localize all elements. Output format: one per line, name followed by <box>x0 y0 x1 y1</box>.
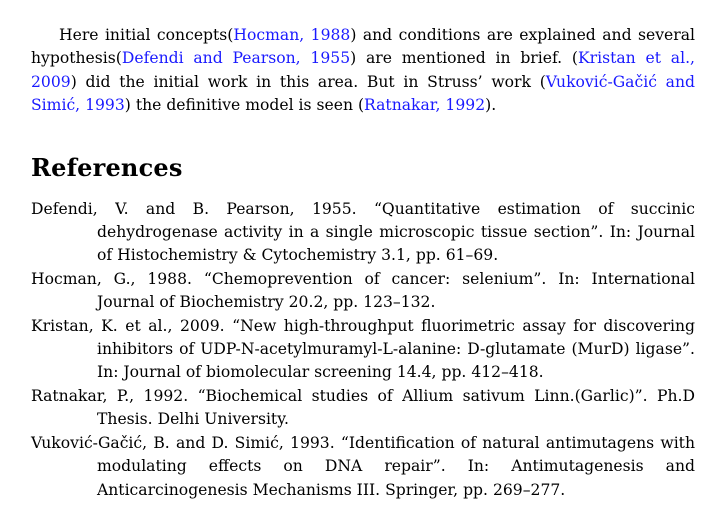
intro-text-1: Here initial concepts( <box>59 26 234 44</box>
citation-vukovic-simic[interactable]: Vuković-Gačić and Simić, 1993 <box>31 72 695 115</box>
reference-hocman: Hocman, G., 1988. “Chemoprevention of cancer: selenium”. In: International Journal of Biochemistry 20.2, pp. 123–132. <box>31 269 695 312</box>
reference-ratnakar: Ratnakar, P., 1992. “Biochemical studies of Allium sativum Linn.(Garlic)”. Ph.D Thesis. Delhi University. <box>31 386 695 429</box>
citation-defendi-pearson[interactable]: Defendi and Pearson, 1955 <box>121 49 351 68</box>
reference-vukovic-simic: Vuković-Gačić, B. and D. Simić, 1993. “Identification of natural antimutagens with modulating effects on DNA repair”. In: Antimutagenesis and Anticarcinogenesis Mechanisms III. Springer, pp. 269–277. <box>31 433 695 499</box>
intro-text-4: ) did the initial work in this area. But in Struss’ work ( <box>70 72 546 91</box>
citation-ratnakar[interactable]: Ratnakar, 1992 <box>364 96 486 115</box>
citation-hocman[interactable]: Hocman, 1988 <box>233 26 351 44</box>
intro-text-5: ) the definitive model is seen ( <box>124 96 365 115</box>
intro-text-2: ) and conditions are explained and several hypothesis( <box>31 26 695 68</box>
reference-list <box>31 198 695 502</box>
citation-kristan[interactable]: Kristan et al., 2009 <box>31 49 695 91</box>
intro-paragraph <box>31 24 695 118</box>
references-heading: References <box>31 152 183 182</box>
intro-text-6: ). <box>485 96 497 115</box>
document-page <box>31 24 695 502</box>
intro-text-3: ) are mentioned in brief. ( <box>350 49 579 68</box>
reference-defendi-pearson: Defendi, V. and B. Pearson, 1955. “Quantitative estimation of succinic dehydrogenase activity in a single microscopic tissue section”. In: Journal of Histochemistry & Cytochemistry 3.1, pp. 61–69. <box>31 199 695 265</box>
reference-kristan: Kristan, K. et al., 2009. “New high-throughput fluorimetric assay for discovering inhibitors of UDP-N-acetylmuramyl-L-alanine: D-glutamate (MurD) ligase”. In: Journal of biomolecular screening 14.4, pp. 412–418. <box>31 316 695 382</box>
